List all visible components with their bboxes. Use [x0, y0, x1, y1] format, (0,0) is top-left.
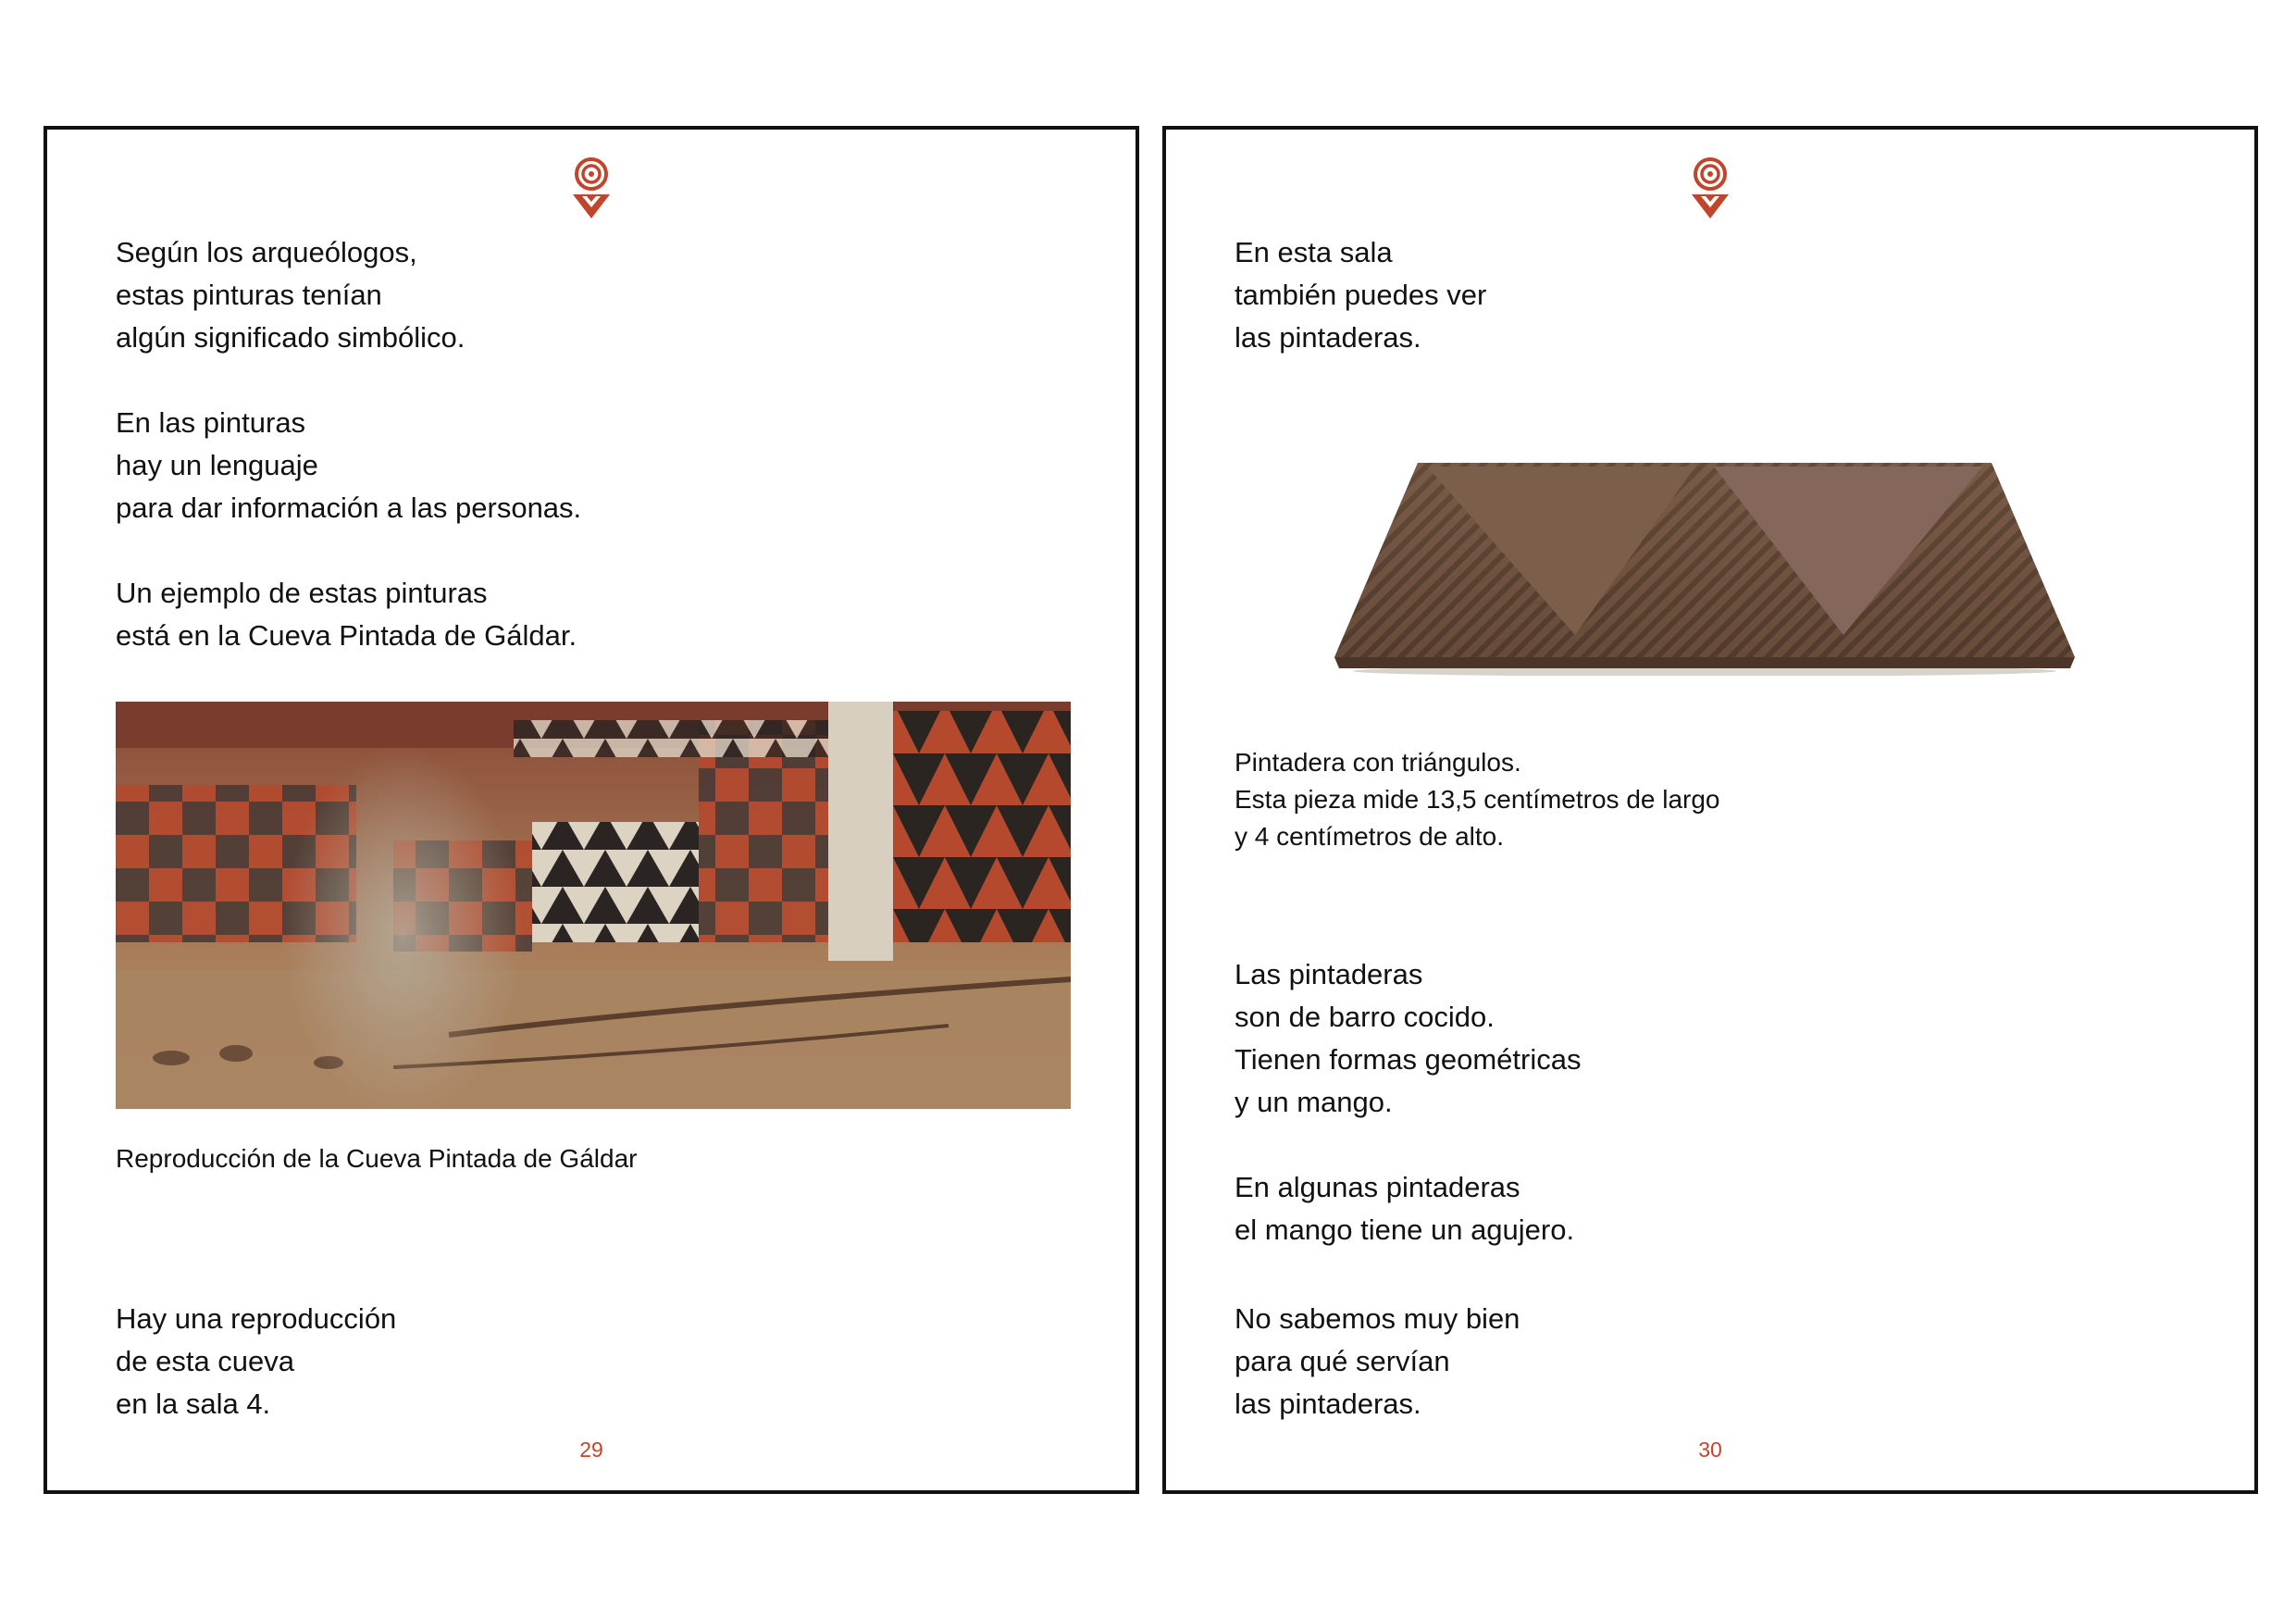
text-line: para dar información a las personas. — [116, 492, 582, 524]
text-line: Las pintaderas — [1235, 958, 1423, 990]
text-line: No sabemos muy bien — [1235, 1302, 1520, 1335]
paragraph-purpose — [1235, 1298, 1520, 1425]
text-line: son de barro cocido. — [1235, 1001, 1495, 1033]
page-number: 30 — [1698, 1438, 1722, 1462]
text-line: hay un lenguaje — [116, 449, 318, 481]
text-line: también puedes ver — [1235, 279, 1487, 311]
paragraph-example — [116, 572, 577, 657]
caption-line: Esta pieza mide 13,5 centímetros de largo — [1235, 785, 1720, 814]
pintadera-image-caption — [1235, 744, 1720, 855]
paragraph-clay — [1235, 953, 1581, 1124]
cave-image-caption: Reproducción de la Cueva Pintada de Gáldar — [116, 1144, 638, 1173]
text-line: y un mango. — [1235, 1086, 1393, 1118]
paragraph-language — [116, 402, 581, 529]
caption-line: y 4 centímetros de alto. — [1235, 822, 1505, 851]
text-line: de esta cueva — [116, 1345, 295, 1377]
text-line: en la sala 4. — [116, 1388, 271, 1420]
text-line: estas pinturas tenían — [116, 279, 382, 311]
text-line: algún significado simbólico. — [116, 321, 465, 354]
paragraph-archaeologists — [116, 231, 465, 359]
pintadera-photo — [1325, 454, 2084, 676]
text-line: está en la Cueva Pintada de Gáldar. — [116, 619, 577, 652]
cueva-pintada-photo — [116, 702, 1071, 1109]
paragraph-reproduction — [116, 1298, 396, 1425]
caption-line: Pintadera con triángulos. — [1235, 748, 1521, 777]
page-right — [1162, 126, 2258, 1494]
paragraph-handle — [1235, 1166, 1574, 1251]
text-line: Un ejemplo de estas pinturas — [116, 577, 488, 609]
text-line: Según los arqueólogos, — [116, 236, 417, 268]
text-line: Hay una reproducción — [116, 1302, 397, 1335]
text-line: las pintaderas. — [1235, 321, 1421, 354]
spiral-triangles-logo-icon — [1690, 157, 1731, 222]
text-line: En algunas pintaderas — [1235, 1171, 1520, 1203]
text-line: para qué servían — [1235, 1345, 1450, 1377]
page-number: 29 — [579, 1438, 603, 1462]
text-line: las pintaderas. — [1235, 1388, 1421, 1420]
text-line: el mango tiene un agujero. — [1235, 1214, 1575, 1246]
text-line: En esta sala — [1235, 236, 1393, 268]
text-line: Tienen formas geométricas — [1235, 1043, 1582, 1076]
spiral-triangles-logo-icon — [571, 157, 612, 222]
page-left — [43, 126, 1139, 1494]
text-line: En las pinturas — [116, 406, 306, 439]
paragraph-intro — [1235, 231, 1486, 359]
